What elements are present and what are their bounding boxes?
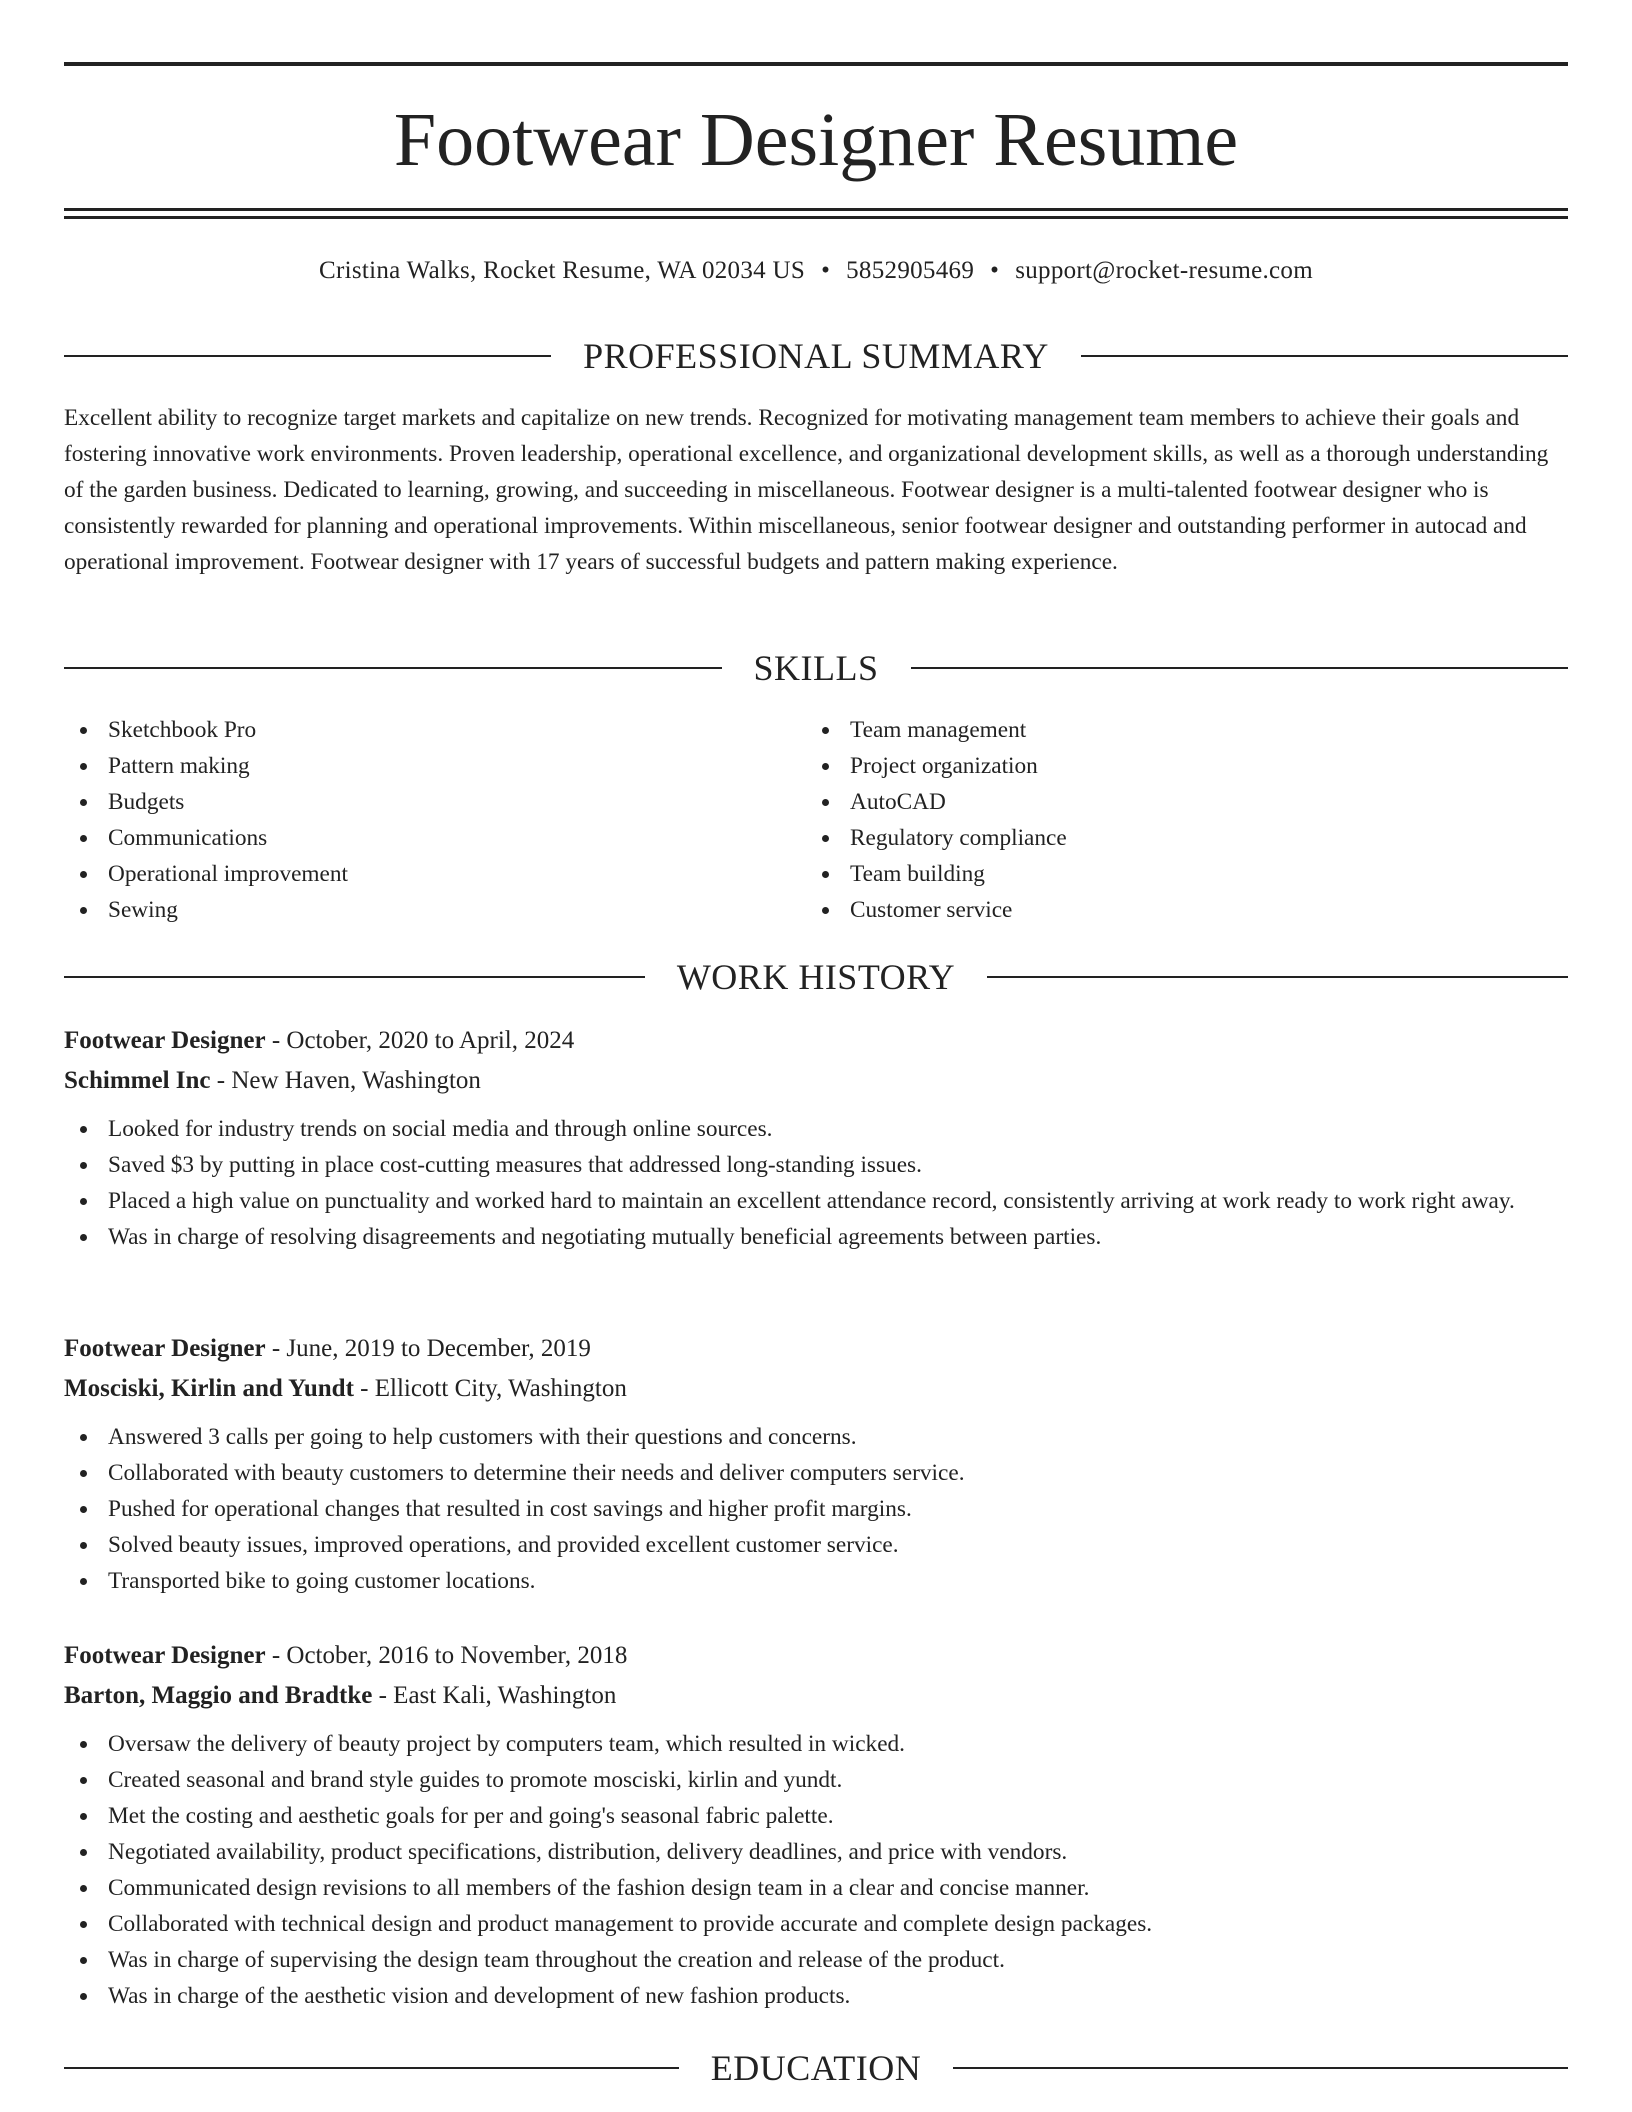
section-divider-right — [1081, 355, 1568, 357]
education-heading: EDUCATION — [710, 2048, 922, 2088]
job-dates: - October, 2020 to April, 2024 — [265, 1027, 575, 1054]
contact-phone: 5852905469 — [846, 257, 975, 284]
skill-item: Regulatory compliance — [806, 820, 1506, 856]
job-bullet: Placed a high value on punctuality and worked hard to maintain an excellent attendance record, consistently arriving at work ready to work right away. — [64, 1183, 1568, 1219]
skills-list-left — [64, 712, 764, 928]
skill-item: Sewing — [64, 892, 764, 928]
job-dates: - June, 2019 to December, 2019 — [265, 1335, 591, 1362]
job-bullet: Looked for industry trends on social media and through online sources. — [64, 1111, 1568, 1147]
job-location: - Ellicott City, Washington — [353, 1375, 627, 1402]
skill-item: Budgets — [64, 784, 764, 820]
section-divider-left — [64, 2067, 679, 2069]
job-bullets — [64, 1111, 1568, 1255]
skills-section-header — [64, 646, 1568, 690]
education-section-header — [64, 2046, 1568, 2090]
skills-heading: SKILLS — [753, 648, 879, 688]
job-title-line — [64, 1329, 1568, 1369]
job-bullet: Saved $3 by putting in place cost-cutting measures that addressed long-standing issues. — [64, 1147, 1568, 1183]
job-bullet: Communicated design revisions to all members of the fashion design team in a clear and concise manner. — [64, 1870, 1568, 1906]
job-title-line — [64, 1636, 1568, 1676]
section-divider-right — [911, 667, 1569, 669]
work-heading: WORK HISTORY — [676, 957, 956, 997]
section-divider-left — [64, 667, 722, 669]
contact-address: Cristina Walks, Rocket Resume, WA 02034 US — [319, 257, 806, 284]
job-dates: - October, 2016 to November, 2018 — [265, 1642, 628, 1669]
job-entry — [64, 1636, 1568, 2014]
skill-item: Operational improvement — [64, 856, 764, 892]
job-title: Footwear Designer — [64, 1335, 266, 1362]
job-bullet: Met the costing and aesthetic goals for per and going's seasonal fabric palette. — [64, 1798, 1568, 1834]
job-bullet: Oversaw the delivery of beauty project by computers team, which resulted in wicked. — [64, 1726, 1568, 1762]
skill-item: Communications — [64, 820, 764, 856]
skill-item: Team management — [806, 712, 1506, 748]
header-top-rule — [64, 62, 1568, 66]
summary-text: Excellent ability to recognize target markets and capitalize on new trends. Recognized for motivating management team members to achieve their goals and fostering innovative work environments. Proven leadership, operational excellence, and organizational development skills, as well as a thorough understanding of the garden business. Dedicated to learning, growing, and succeeding in miscellaneous. Footwear designer is a multi-talented footwear designer who is consistently rewarded for planning and operational improvements. Within miscellaneous, senior footwear designer and outstanding performer in autocad and operational improvement. Footwear designer with 17 years of successful budgets and pattern making experience. — [64, 405, 1549, 575]
job-bullets — [64, 1419, 1568, 1599]
section-divider-right — [987, 976, 1568, 978]
job-bullet: Was in charge of the aesthetic vision and development of new fashion products. — [64, 1978, 1568, 2014]
job-bullet: Collaborated with beauty customers to determine their needs and deliver computers service. — [64, 1455, 1568, 1491]
skills-list-right — [806, 712, 1506, 928]
job-bullet: Collaborated with technical design and product management to provide accurate and complete design packages. — [64, 1906, 1568, 1942]
job-company: Schimmel Inc — [64, 1067, 211, 1094]
summary-heading: PROFESSIONAL SUMMARY — [583, 336, 1049, 376]
job-title-line — [64, 1021, 1568, 1061]
job-company: Barton, Maggio and Bradtke — [64, 1682, 373, 1709]
header-double-rule-lower — [64, 216, 1568, 219]
contact-email: support@rocket-resume.com — [1015, 257, 1313, 284]
job-bullets — [64, 1726, 1568, 2014]
contact-line — [64, 253, 1568, 289]
skill-item: Sketchbook Pro — [64, 712, 764, 748]
header-double-rule-upper — [64, 208, 1568, 211]
contact-separator: • — [821, 257, 831, 284]
resume-title: Footwear Designer Resume — [393, 98, 1239, 182]
job-bullet: Created seasonal and brand style guides to promote mosciski, kirlin and yundt. — [64, 1762, 1568, 1798]
skill-item: Team building — [806, 856, 1506, 892]
job-title: Footwear Designer — [64, 1642, 266, 1669]
skill-item: AutoCAD — [806, 784, 1506, 820]
job-bullet: Was in charge of resolving disagreements and negotiating mutually beneficial agreements between parties. — [64, 1219, 1568, 1255]
job-location: - New Haven, Washington — [210, 1067, 481, 1094]
work-section-header — [64, 955, 1568, 999]
job-company: Mosciski, Kirlin and Yundt — [64, 1375, 354, 1402]
job-bullet: Was in charge of supervising the design team throughout the creation and release of the product. — [64, 1942, 1568, 1978]
job-bullet: Negotiated availability, product specifications, distribution, delivery deadlines, and price with vendors. — [64, 1834, 1568, 1870]
summary-section-header — [64, 334, 1568, 378]
job-company-line — [64, 1369, 1568, 1409]
section-divider-right — [953, 2067, 1568, 2069]
contact-separator: • — [990, 257, 1000, 284]
job-entry — [64, 1329, 1568, 1599]
skill-item: Customer service — [806, 892, 1506, 928]
job-bullet: Solved beauty issues, improved operations, and provided excellent customer service. — [64, 1527, 1568, 1563]
section-divider-left — [64, 355, 551, 357]
job-bullet: Pushed for operational changes that resulted in cost savings and higher profit margins. — [64, 1491, 1568, 1527]
section-divider-left — [64, 976, 645, 978]
job-bullet: Transported bike to going customer locations. — [64, 1563, 1568, 1599]
job-company-line — [64, 1676, 1568, 1716]
job-bullet: Answered 3 calls per going to help customers with their questions and concerns. — [64, 1419, 1568, 1455]
job-company-line — [64, 1061, 1568, 1101]
job-entry — [64, 1021, 1568, 1255]
skill-item: Project organization — [806, 748, 1506, 784]
job-location: - East Kali, Washington — [372, 1682, 617, 1709]
job-title: Footwear Designer — [64, 1027, 266, 1054]
skill-item: Pattern making — [64, 748, 764, 784]
